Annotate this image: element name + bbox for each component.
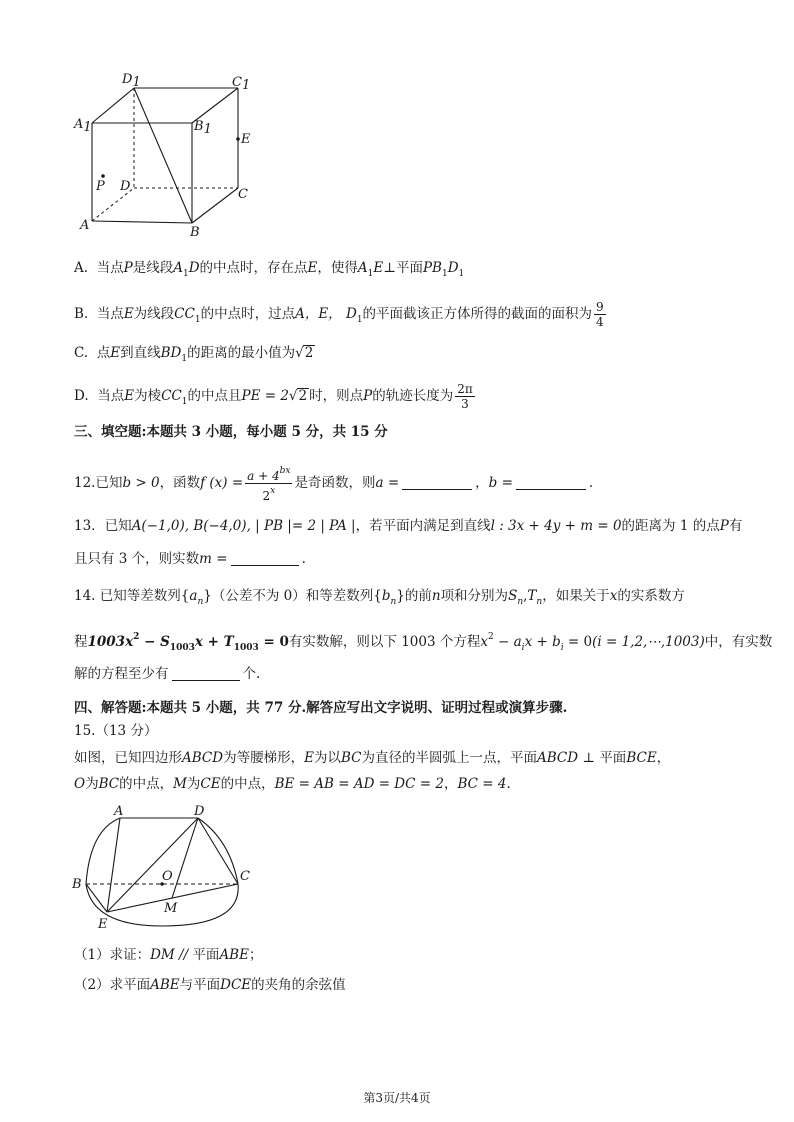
sqrt-sign: √ <box>288 388 298 404</box>
label-E: E <box>241 132 251 147</box>
section-3-title: 三、填空题:本题共 3 小题，每小题 5 分，共 15 分 <box>74 424 388 440</box>
question-15-part-2: （2）求平面ABE与平面DCE的夹角的余弦值 <box>74 977 346 993</box>
label-B: B <box>72 877 82 892</box>
option-b: B. 当点E为线段$CC_1$的中点时，过点A，E， $D_1$的平面截该正方体所得的截面的面积为 $\frac{9}{4}$ <box>74 300 604 329</box>
question-15-line-2: O为BC的中点，M为CE的中点，BE = AB = AD = DC = 2，BC = 4. <box>74 776 511 792</box>
question-15-line-1: 如图，已知四边形ABCD为等腰梯形，E为以BC为直径的半圆弧上一点，平面ABCD ⊥ 平面BCE， <box>74 750 671 766</box>
cube-figure <box>72 68 262 240</box>
question-14-line-1: 14. 已知等差数列$\{a_n\}$（公差不为 0）和等差数列$\{b_n\}$的前n项和分别为$S_n,T_n$，如果关于x的实系数方 <box>74 588 685 607</box>
label-B: B <box>190 225 200 240</box>
question-12: 12.已知b > 0，函数f (x) = $\frac{a + 4^{bx}}{2^x}$ 是奇函数，则a = ，b = . <box>74 466 594 503</box>
fraction-2pi-3: $\frac{2\pi}{3}$ <box>457 382 473 411</box>
question-14-line-2: 程$1003x^2 - S_{1003}x + T_{1003} = 0$有实数解，则以下 1003 个方程$x^2 - a_ix + b_i = 0(i$ = 1,2,⋯,1003)中，有实数 <box>74 632 773 653</box>
question-15-part-1: （1）求证：DM // 平面ABE； <box>74 947 263 963</box>
question-13-line-1: 13．已知A(−1,0), B(−4,0), | PB |= 2 | PA |，若平面内满足到直线l : 3x + 4y + m = 0的距离为 1 的点P有 <box>74 518 743 534</box>
label-C1: C1 <box>232 75 251 93</box>
answer-blank-14[interactable] <box>172 666 240 681</box>
question-14-line-3: 解的方程至少有 个. <box>74 666 261 682</box>
label-C: C <box>238 187 248 202</box>
option-c: C. 点E到直线$BD_1$的距离的最小值为√2 <box>74 345 314 364</box>
label-O: O <box>162 869 173 884</box>
question-13-line-2: 且只有 3 个，则实数m = . <box>74 551 306 567</box>
label-C: C <box>240 869 250 884</box>
label-D: D <box>120 179 131 194</box>
label-D1: D1 <box>122 72 141 90</box>
page-footer: 第3页/共4页 <box>363 1091 431 1105</box>
fraction-fx: $\frac{a + 4^{bx}}{2^x}$ <box>247 466 291 503</box>
label-A: A <box>80 218 90 233</box>
option-a: A. 当点P是线段$A_1D$的中点时，存在点E，使得$A_1E\perp$平面$PB_1D_1$ <box>74 260 465 279</box>
label-D: D <box>194 804 205 819</box>
label-A: A <box>114 804 124 819</box>
answer-blank-b[interactable] <box>516 475 586 490</box>
option-d: D. 当点E为棱$CC_1$的中点且PE = 2√2 时，则点P的轨迹长度为 $\frac{2\pi}{3}$ <box>74 382 473 411</box>
question-15-header: 15.（13 分） <box>74 723 158 739</box>
label-B1: B1 <box>194 119 212 137</box>
label-M: M <box>164 901 178 916</box>
section-4-title: 四、解答题:本题共 5 小题，共 77 分.解答应写出文字说明、证明过程或演算步骤. <box>74 700 568 716</box>
trapezoid-figure <box>70 800 260 935</box>
fraction-9-4: $\frac{9}{4}$ <box>596 300 604 329</box>
label-P: P <box>96 179 105 194</box>
answer-blank-m[interactable] <box>231 551 299 566</box>
label-E: E <box>98 917 108 932</box>
sqrt-sign: √ <box>295 345 304 361</box>
answer-blank-a[interactable] <box>402 475 472 490</box>
label-A1: A1 <box>74 117 92 135</box>
